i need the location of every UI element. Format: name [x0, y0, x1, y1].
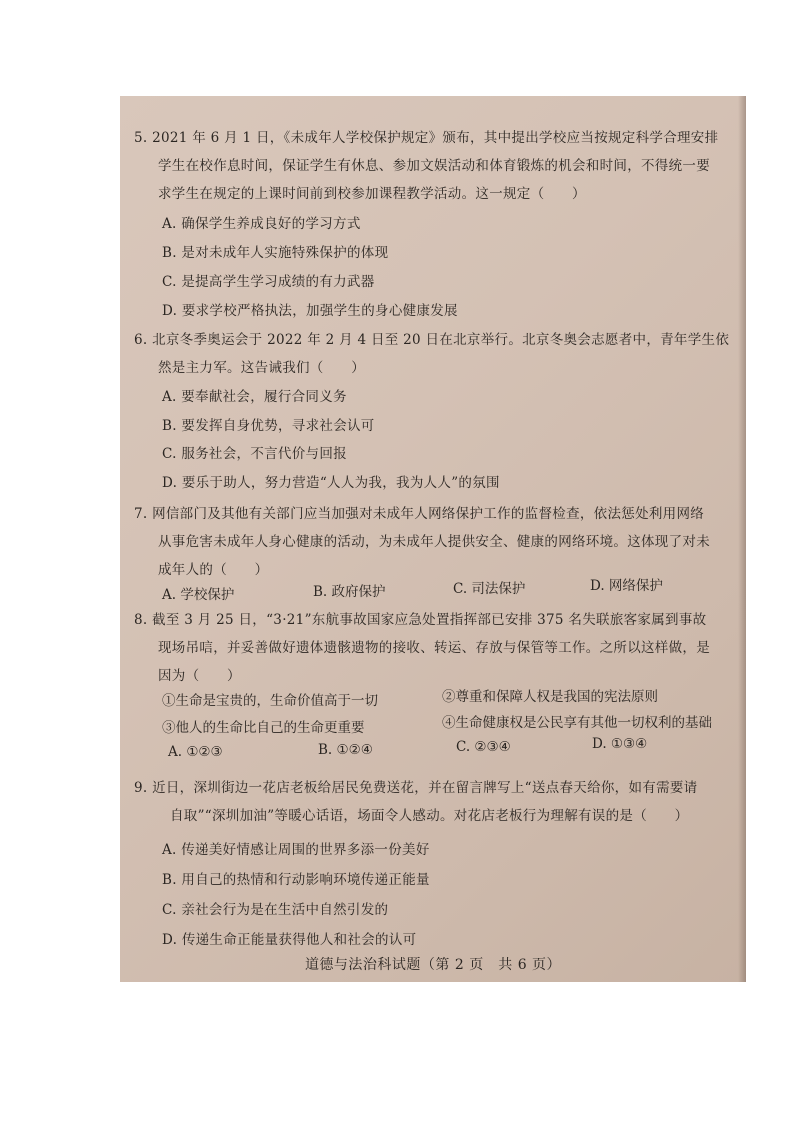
q7-stem-line-3: 成年人的（ ） — [158, 562, 269, 578]
q6-option-b: B. 要发挥自身优势，寻求社会认可 — [162, 418, 375, 434]
q5-stem-line-3: 求学生在规定的上课时间前到校参加课程教学活动。这一规定（ ） — [158, 186, 586, 202]
q6-option-d: D. 要乐于助人，努力营造“人人为我，我为人人”的氛围 — [162, 475, 500, 491]
q6-stem-line-1: 6. 北京冬季奥运会于 2022 年 2 月 4 日至 20 日在北京举行。北京冬奥会志愿者中，青年学生依 — [134, 332, 730, 348]
q8-stem-line-1: 8. 截至 3 月 25 日，“3·21”东航事故国家应急处置指挥部已安排 375 名失联旅客家属到事故 — [134, 612, 707, 628]
q8-option-b: B. ①②④ — [318, 742, 373, 758]
q7-stem-line-2: 从事危害未成年人身心健康的活动，为未成年人提供安全、健康的网络环境。这体现了对未 — [158, 534, 710, 550]
q7-option-d: D. 网络保护 — [590, 578, 663, 594]
q6-option-c: C. 服务社会，不言代价与回报 — [162, 446, 347, 462]
q7-option-c: C. 司法保护 — [453, 581, 526, 597]
q8-option-d: D. ①③④ — [592, 736, 648, 752]
q9-option-d: D. 传递生命正能量获得他人和社会的认可 — [162, 932, 417, 948]
q7-stem-line-1: 7. 网信部门及其他有关部门应当加强对未成年人网络保护工作的监督检查，依法惩处利用网络 — [134, 506, 705, 522]
q9-option-a: A. 传递美好情感让周围的世界多添一份美好 — [162, 842, 430, 858]
q8-stem-line-3: 因为（ ） — [158, 668, 241, 684]
q6-option-a: A. 要奉献社会，履行合同义务 — [162, 389, 347, 405]
q5-option-b: B. 是对未成年人实施特殊保护的体现 — [162, 245, 389, 261]
q8-stem-line-2: 现场吊唁，并妥善做好遗体遗骸遗物的接收、转运、存放与保管等工作。之所以这样做，是 — [158, 640, 710, 656]
q8-statement-2: ②尊重和保障人权是我国的宪法原则 — [442, 689, 658, 705]
q9-stem-line-1: 9. 近日，深圳街边一花店老板给居民免费送花，并在留言牌写上“送点春天给你，如有需要请 — [134, 780, 698, 796]
q5-option-c: C. 是提高学生学习成绩的有力武器 — [162, 274, 375, 290]
q8-statement-3: ③他人的生命比自己的生命更重要 — [162, 720, 365, 736]
q8-option-a: A. ①②③ — [168, 744, 223, 760]
q6-stem-line-2: 然是主力军。这告诫我们（ ） — [158, 360, 365, 376]
q5-stem-line-1: 5. 2021 年 6 月 1 日，《未成年人学校保护规定》颁布，其中提出学校应当按规定科学合理安排 — [134, 130, 719, 146]
q9-stem-line-2: 自取”“深圳加油”等暖心话语，场面令人感动。对花店老板行为理解有误的是（ ） — [170, 808, 689, 824]
q7-option-a: A. 学校保护 — [162, 587, 235, 603]
q5-stem-line-2: 学生在校作息时间，保证学生有休息、参加文娱活动和体育锻炼的机会和时间，不得统一要 — [158, 158, 710, 174]
q8-option-c: C. ②③④ — [456, 739, 511, 755]
exam-page-photo — [120, 96, 746, 982]
q8-statement-1: ①生命是宝贵的，生命价值高于一切 — [162, 693, 378, 709]
q8-statement-4: ④生命健康权是公民享有其他一切权利的基础 — [442, 715, 712, 731]
page-footer: 道德与法治科试题（第 2 页 共 6 页） — [304, 957, 562, 973]
q9-option-c: C. 亲社会行为是在生活中自然引发的 — [162, 902, 389, 918]
q9-option-b: B. 用自己的热情和行动影响环境传递正能量 — [162, 872, 430, 888]
q7-option-b: B. 政府保护 — [313, 584, 386, 600]
q5-option-a: A. 确保学生养成良好的学习方式 — [162, 216, 361, 232]
q5-option-d: D. 要求学校严格执法，加强学生的身心健康发展 — [162, 303, 458, 319]
